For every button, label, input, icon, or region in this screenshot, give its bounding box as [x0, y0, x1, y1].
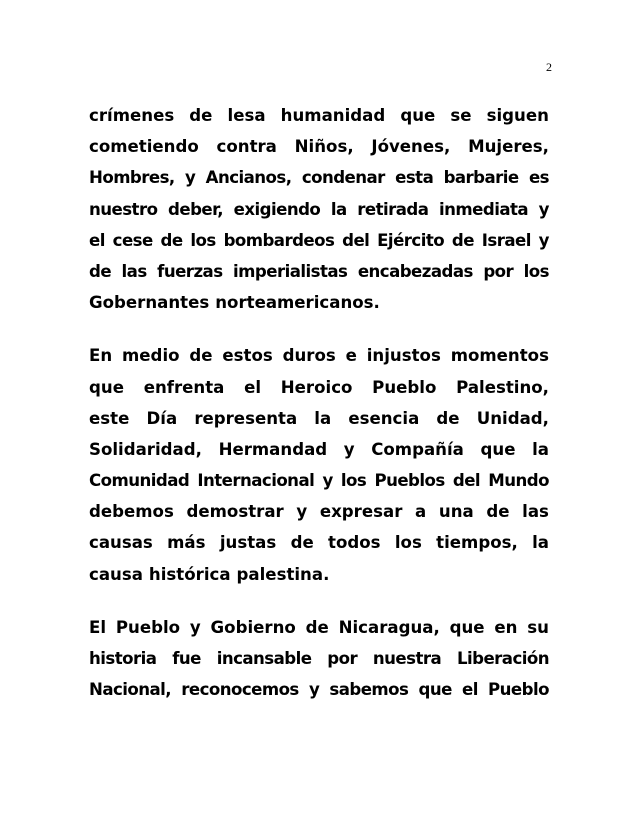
text-line: causa histórica palestina.: [89, 564, 330, 584]
text-line: el cese de los bombardeos del Ejército de Israel y: [89, 230, 549, 250]
text-line: Gobernantes norteamericanos.: [89, 293, 380, 313]
paragraph: [89, 340, 549, 590]
text-line: Hombres, y Ancianos, condenar esta barbarie es: [89, 168, 549, 188]
text-line: causas más justas de todos los tiempos, la: [89, 533, 549, 553]
paragraph: [89, 612, 549, 706]
text-line: nuestro deber, exigiendo la retirada inmediata y: [89, 199, 549, 219]
text-line: que enfrenta el Heroico Pueblo Palestino,: [89, 377, 549, 397]
text-line: cometiendo contra Niños, Jóvenes, Mujeres,: [89, 137, 549, 157]
document-body: [89, 100, 549, 727]
text-line: El Pueblo y Gobierno de Nicaragua, que en su: [89, 617, 549, 637]
text-line: de las fuerzas imperialistas encabezadas por los: [89, 261, 549, 281]
text-line: En medio de estos duros e injustos momentos: [89, 346, 549, 366]
page-number: 2: [546, 60, 552, 74]
text-line: crímenes de lesa humanidad que se siguen: [89, 106, 549, 125]
paragraph: [89, 100, 549, 318]
text-line: debemos demostrar y expresar a una de las: [89, 502, 549, 522]
text-line: Comunidad Internacional y los Pueblos del Mundo: [89, 471, 549, 491]
text-line: Solidaridad, Hermandad y Compañía que la: [89, 439, 549, 459]
text-line: historia fue incansable por nuestra Liberación: [89, 649, 549, 668]
text-line: Nacional, reconocemos y sabemos que el Pueblo: [89, 680, 549, 700]
text-line: este Día representa la esencia de Unidad,: [89, 408, 549, 428]
